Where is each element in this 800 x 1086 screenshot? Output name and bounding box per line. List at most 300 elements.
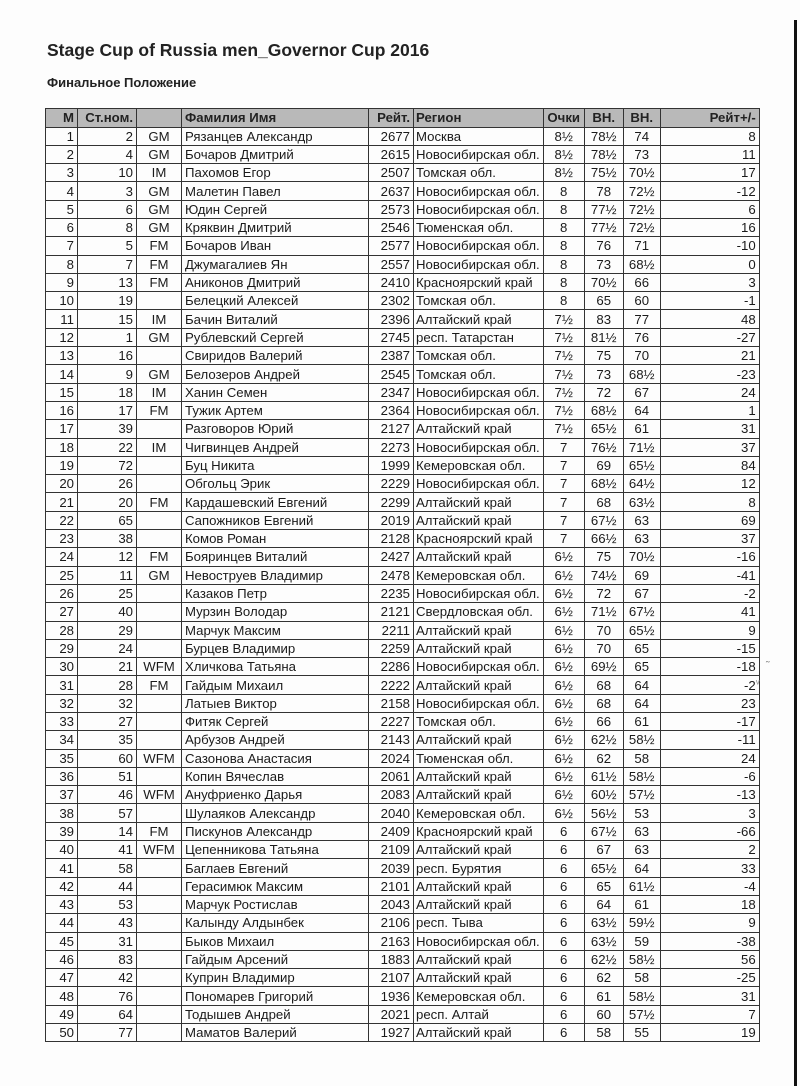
- cell-place: 22: [46, 511, 78, 529]
- cell-bh2: 58: [623, 749, 660, 767]
- cell-rating: 1999: [369, 456, 414, 474]
- cell-name: Цепенникова Татьяна: [182, 841, 369, 859]
- cell-region: Алтайский край: [414, 877, 544, 895]
- cell-start-no: 41: [78, 841, 137, 859]
- cell-points: 6½: [543, 713, 584, 731]
- cell-bh1: 60: [584, 1005, 623, 1023]
- cell-rating: 1936: [369, 987, 414, 1005]
- cell-place: 20: [46, 475, 78, 493]
- header-region: Регион: [414, 109, 544, 128]
- cell-region: Новосибирская обл.: [414, 438, 544, 456]
- cell-title: [137, 475, 182, 493]
- cell-region: Алтайский край: [414, 731, 544, 749]
- cell-bh2: 70: [623, 347, 660, 365]
- cell-start-no: 65: [78, 511, 137, 529]
- cell-bh1: 58: [584, 1024, 623, 1042]
- cell-bh2: 66: [623, 273, 660, 291]
- cell-bh1: 70½: [584, 273, 623, 291]
- table-row: [46, 713, 760, 731]
- cell-region: Алтайский край: [414, 786, 544, 804]
- table-row: [46, 1024, 760, 1042]
- cell-name: Ануфриенко Дарья: [182, 786, 369, 804]
- cell-place: 3: [46, 164, 78, 182]
- cell-start-no: 3: [78, 182, 137, 200]
- cell-rating-change: 37: [660, 438, 759, 456]
- cell-place: 12: [46, 328, 78, 346]
- cell-bh2: 58½: [623, 987, 660, 1005]
- cell-rating: 1927: [369, 1024, 414, 1042]
- cell-points: 7½: [543, 310, 584, 328]
- cell-name: Рязанцев Александр: [182, 127, 369, 145]
- cell-start-no: 83: [78, 950, 137, 968]
- cell-name: Разговоров Юрий: [182, 420, 369, 438]
- table-row: [46, 182, 760, 200]
- cell-place: 49: [46, 1005, 78, 1023]
- cell-region: Тюменская обл.: [414, 749, 544, 767]
- cell-place: 13: [46, 347, 78, 365]
- table-row: [46, 237, 760, 255]
- cell-name: Быков Михаил: [182, 932, 369, 950]
- cell-bh2: 77: [623, 310, 660, 328]
- cell-rating-change: 31: [660, 420, 759, 438]
- table-row: [46, 658, 760, 676]
- cell-region: Новосибирская обл.: [414, 255, 544, 273]
- cell-title: GM: [137, 145, 182, 163]
- cell-place: 10: [46, 292, 78, 310]
- table-row: [46, 292, 760, 310]
- cell-points: 6: [543, 859, 584, 877]
- cell-title: FM: [137, 401, 182, 419]
- cell-points: 7: [543, 530, 584, 548]
- cell-start-no: 18: [78, 383, 137, 401]
- cell-bh2: 57½: [623, 786, 660, 804]
- cell-bh2: 64: [623, 859, 660, 877]
- cell-bh2: 68½: [623, 255, 660, 273]
- cell-name: Мурзин Володар: [182, 603, 369, 621]
- cell-rating-change: -10: [660, 237, 759, 255]
- cell-points: 7½: [543, 420, 584, 438]
- cell-region: респ. Татарстан: [414, 328, 544, 346]
- cell-start-no: 7: [78, 255, 137, 273]
- cell-rating-change: 48: [660, 310, 759, 328]
- cell-start-no: 4: [78, 145, 137, 163]
- cell-place: 8: [46, 255, 78, 273]
- header-start-no: Ст.ном.: [78, 109, 137, 128]
- cell-title: [137, 859, 182, 877]
- cell-region: Новосибирская обл.: [414, 237, 544, 255]
- cell-bh2: 67: [623, 383, 660, 401]
- cell-region: Тюменская обл.: [414, 218, 544, 236]
- cell-bh2: 53: [623, 804, 660, 822]
- scan-mark: ᵛ: [756, 678, 760, 690]
- cell-title: [137, 767, 182, 785]
- cell-bh1: 67½: [584, 511, 623, 529]
- cell-place: 24: [46, 548, 78, 566]
- cell-name: Маматов Валерий: [182, 1024, 369, 1042]
- cell-rating: 2019: [369, 511, 414, 529]
- cell-place: 18: [46, 438, 78, 456]
- cell-place: 25: [46, 566, 78, 584]
- cell-points: 6½: [543, 566, 584, 584]
- cell-bh2: 61: [623, 713, 660, 731]
- cell-rating-change: -2: [660, 676, 759, 694]
- cell-start-no: 13: [78, 273, 137, 291]
- cell-bh2: 73: [623, 145, 660, 163]
- cell-points: 6: [543, 1024, 584, 1042]
- cell-points: 6: [543, 841, 584, 859]
- cell-start-no: 5: [78, 237, 137, 255]
- cell-points: 6: [543, 987, 584, 1005]
- cell-start-no: 24: [78, 639, 137, 657]
- cell-title: [137, 584, 182, 602]
- cell-rating-change: 16: [660, 218, 759, 236]
- cell-region: Красноярский край: [414, 273, 544, 291]
- cell-region: Новосибирская обл.: [414, 200, 544, 218]
- cell-rating-change: 18: [660, 895, 759, 913]
- cell-place: 37: [46, 786, 78, 804]
- cell-region: Кемеровская обл.: [414, 804, 544, 822]
- cell-rating: 2364: [369, 401, 414, 419]
- cell-title: [137, 621, 182, 639]
- cell-rating-change: 6: [660, 200, 759, 218]
- cell-name: Пахомов Егор: [182, 164, 369, 182]
- cell-region: Алтайский край: [414, 310, 544, 328]
- cell-start-no: 57: [78, 804, 137, 822]
- cell-bh2: 61½: [623, 877, 660, 895]
- cell-place: 2: [46, 145, 78, 163]
- cell-rating: 2163: [369, 932, 414, 950]
- cell-bh2: 57½: [623, 1005, 660, 1023]
- cell-bh2: 67½: [623, 603, 660, 621]
- table-row: [46, 438, 760, 456]
- cell-title: FM: [137, 548, 182, 566]
- cell-points: 6½: [543, 749, 584, 767]
- cell-place: 41: [46, 859, 78, 877]
- cell-points: 6: [543, 914, 584, 932]
- cell-title: [137, 987, 182, 1005]
- cell-title: [137, 292, 182, 310]
- cell-bh1: 65: [584, 292, 623, 310]
- cell-region: Алтайский край: [414, 493, 544, 511]
- cell-name: Белозеров Андрей: [182, 365, 369, 383]
- standings-table: [45, 108, 760, 1042]
- cell-name: Джумагалиев Ян: [182, 255, 369, 273]
- table-row: [46, 420, 760, 438]
- cell-bh1: 66: [584, 713, 623, 731]
- cell-place: 1: [46, 127, 78, 145]
- cell-start-no: 12: [78, 548, 137, 566]
- cell-title: [137, 694, 182, 712]
- cell-region: Алтайский край: [414, 420, 544, 438]
- cell-region: Томская обл.: [414, 292, 544, 310]
- cell-bh2: 65½: [623, 621, 660, 639]
- cell-bh1: 65½: [584, 859, 623, 877]
- table-row: [46, 786, 760, 804]
- cell-region: Кемеровская обл.: [414, 987, 544, 1005]
- cell-name: Буц Никита: [182, 456, 369, 474]
- cell-rating-change: 3: [660, 273, 759, 291]
- table-row: [46, 895, 760, 913]
- cell-rating-change: 11: [660, 145, 759, 163]
- cell-name: Пономарев Григорий: [182, 987, 369, 1005]
- cell-bh1: 72: [584, 383, 623, 401]
- table-row: [46, 127, 760, 145]
- cell-start-no: 43: [78, 914, 137, 932]
- cell-region: Новосибирская обл.: [414, 694, 544, 712]
- cell-title: [137, 1024, 182, 1042]
- cell-title: IM: [137, 310, 182, 328]
- cell-bh2: 72½: [623, 218, 660, 236]
- cell-region: респ. Бурятия: [414, 859, 544, 877]
- cell-title: [137, 603, 182, 621]
- cell-points: 6½: [543, 731, 584, 749]
- cell-start-no: 19: [78, 292, 137, 310]
- cell-start-no: 25: [78, 584, 137, 602]
- cell-name: Бочаров Иван: [182, 237, 369, 255]
- cell-place: 32: [46, 694, 78, 712]
- cell-place: 29: [46, 639, 78, 657]
- table-row: [46, 511, 760, 529]
- cell-name: Тужик Артем: [182, 401, 369, 419]
- cell-bh2: 65½: [623, 456, 660, 474]
- cell-name: Аниконов Дмитрий: [182, 273, 369, 291]
- cell-rating-change: 0: [660, 255, 759, 273]
- cell-rating-change: -17: [660, 713, 759, 731]
- scan-mark: ˜: [766, 660, 770, 672]
- cell-region: Алтайский край: [414, 676, 544, 694]
- cell-place: 21: [46, 493, 78, 511]
- cell-points: 8: [543, 255, 584, 273]
- cell-bh1: 60½: [584, 786, 623, 804]
- cell-points: 6: [543, 1005, 584, 1023]
- cell-bh2: 59: [623, 932, 660, 950]
- cell-rating-change: 84: [660, 456, 759, 474]
- table-row: [46, 621, 760, 639]
- cell-bh1: 78½: [584, 127, 623, 145]
- cell-rating-change: 24: [660, 749, 759, 767]
- cell-rating: 2677: [369, 127, 414, 145]
- cell-bh1: 68: [584, 694, 623, 712]
- cell-bh2: 74: [623, 127, 660, 145]
- cell-bh1: 75½: [584, 164, 623, 182]
- cell-place: 16: [46, 401, 78, 419]
- cell-name: Комов Роман: [182, 530, 369, 548]
- cell-start-no: 8: [78, 218, 137, 236]
- table-row: [46, 328, 760, 346]
- cell-points: 6½: [543, 786, 584, 804]
- cell-rating-change: 12: [660, 475, 759, 493]
- cell-title: GM: [137, 328, 182, 346]
- cell-rating: 2235: [369, 584, 414, 602]
- table-row: [46, 914, 760, 932]
- cell-place: 26: [46, 584, 78, 602]
- cell-name: Марчук Ростислав: [182, 895, 369, 913]
- cell-bh2: 63: [623, 841, 660, 859]
- header-rating: Рейт.: [369, 109, 414, 128]
- cell-points: 8: [543, 292, 584, 310]
- cell-region: Алтайский край: [414, 950, 544, 968]
- cell-region: Новосибирская обл.: [414, 658, 544, 676]
- cell-points: 7½: [543, 365, 584, 383]
- cell-rating: 2101: [369, 877, 414, 895]
- cell-start-no: 53: [78, 895, 137, 913]
- cell-bh1: 71½: [584, 603, 623, 621]
- cell-rating-change: -38: [660, 932, 759, 950]
- cell-place: 6: [46, 218, 78, 236]
- table-row: [46, 932, 760, 950]
- cell-bh1: 69: [584, 456, 623, 474]
- cell-points: 8½: [543, 127, 584, 145]
- cell-points: 6½: [543, 548, 584, 566]
- cell-region: Москва: [414, 127, 544, 145]
- cell-bh1: 63½: [584, 914, 623, 932]
- cell-name: Сазонова Анастасия: [182, 749, 369, 767]
- cell-points: 6½: [543, 767, 584, 785]
- cell-region: Новосибирская обл.: [414, 182, 544, 200]
- cell-rating-change: 24: [660, 383, 759, 401]
- cell-start-no: 9: [78, 365, 137, 383]
- cell-region: Алтайский край: [414, 767, 544, 785]
- cell-place: 33: [46, 713, 78, 731]
- cell-rating-change: 19: [660, 1024, 759, 1042]
- cell-bh2: 65: [623, 639, 660, 657]
- cell-place: 35: [46, 749, 78, 767]
- cell-bh1: 75: [584, 347, 623, 365]
- table-row: [46, 365, 760, 383]
- table-row: [46, 767, 760, 785]
- cell-place: 38: [46, 804, 78, 822]
- cell-bh1: 68½: [584, 475, 623, 493]
- cell-place: 14: [46, 365, 78, 383]
- cell-start-no: 28: [78, 676, 137, 694]
- cell-points: 8: [543, 237, 584, 255]
- cell-region: респ. Тыва: [414, 914, 544, 932]
- cell-start-no: 6: [78, 200, 137, 218]
- cell-region: Алтайский край: [414, 621, 544, 639]
- cell-name: Марчук Максим: [182, 621, 369, 639]
- cell-bh2: 63: [623, 822, 660, 840]
- cell-start-no: 76: [78, 987, 137, 1005]
- cell-place: 42: [46, 877, 78, 895]
- cell-title: [137, 950, 182, 968]
- cell-bh1: 56½: [584, 804, 623, 822]
- cell-name: Куприн Владимир: [182, 969, 369, 987]
- header-place: М: [46, 109, 78, 128]
- cell-title: IM: [137, 438, 182, 456]
- cell-name: Герасимюк Максим: [182, 877, 369, 895]
- cell-rating-change: -11: [660, 731, 759, 749]
- cell-rating: 1883: [369, 950, 414, 968]
- cell-name: Баглаев Евгений: [182, 859, 369, 877]
- cell-bh2: 70½: [623, 548, 660, 566]
- cell-start-no: 31: [78, 932, 137, 950]
- cell-points: 6: [543, 950, 584, 968]
- cell-title: [137, 969, 182, 987]
- cell-title: IM: [137, 383, 182, 401]
- cell-rating: 2040: [369, 804, 414, 822]
- cell-rating: 2043: [369, 895, 414, 913]
- cell-bh1: 78½: [584, 145, 623, 163]
- cell-points: 7: [543, 511, 584, 529]
- cell-place: 48: [46, 987, 78, 1005]
- table-row: [46, 584, 760, 602]
- cell-points: 8½: [543, 164, 584, 182]
- cell-bh1: 73: [584, 365, 623, 383]
- cell-rating: 2577: [369, 237, 414, 255]
- cell-rating-change: 3: [660, 804, 759, 822]
- cell-start-no: 11: [78, 566, 137, 584]
- scan-edge-line: [794, 20, 797, 1086]
- cell-start-no: 29: [78, 621, 137, 639]
- cell-region: Кемеровская обл.: [414, 566, 544, 584]
- cell-region: Алтайский край: [414, 969, 544, 987]
- cell-bh1: 62: [584, 969, 623, 987]
- cell-title: GM: [137, 182, 182, 200]
- cell-points: 6: [543, 932, 584, 950]
- cell-start-no: 22: [78, 438, 137, 456]
- cell-rating-change: 41: [660, 603, 759, 621]
- cell-bh1: 62½: [584, 950, 623, 968]
- cell-title: [137, 804, 182, 822]
- cell-bh2: 72½: [623, 182, 660, 200]
- cell-rating: 2347: [369, 383, 414, 401]
- cell-bh1: 66½: [584, 530, 623, 548]
- cell-bh2: 64: [623, 694, 660, 712]
- cell-name: Казаков Петр: [182, 584, 369, 602]
- cell-rating: 2273: [369, 438, 414, 456]
- cell-region: Красноярский край: [414, 530, 544, 548]
- table-row: [46, 530, 760, 548]
- cell-title: FM: [137, 676, 182, 694]
- cell-rating: 2745: [369, 328, 414, 346]
- cell-start-no: 27: [78, 713, 137, 731]
- document-subtitle: Финальное Положение: [47, 75, 197, 90]
- cell-bh1: 67½: [584, 822, 623, 840]
- cell-name: Сапожников Евгений: [182, 511, 369, 529]
- table-row: [46, 456, 760, 474]
- cell-bh2: 63: [623, 530, 660, 548]
- cell-title: IM: [137, 164, 182, 182]
- cell-rating: 2021: [369, 1005, 414, 1023]
- cell-title: [137, 895, 182, 913]
- cell-rating: 2557: [369, 255, 414, 273]
- cell-points: 6½: [543, 584, 584, 602]
- cell-place: 15: [46, 383, 78, 401]
- cell-place: 28: [46, 621, 78, 639]
- table-row: [46, 987, 760, 1005]
- cell-region: Алтайский край: [414, 511, 544, 529]
- header-points: Очки: [543, 109, 584, 128]
- cell-rating-change: 8: [660, 127, 759, 145]
- cell-place: 5: [46, 200, 78, 218]
- cell-rating: 2229: [369, 475, 414, 493]
- cell-points: 6½: [543, 603, 584, 621]
- cell-region: Алтайский край: [414, 548, 544, 566]
- cell-rating-change: 17: [660, 164, 759, 182]
- table-row: [46, 164, 760, 182]
- cell-rating: 2302: [369, 292, 414, 310]
- cell-place: 30: [46, 658, 78, 676]
- cell-rating: 2128: [369, 530, 414, 548]
- cell-start-no: 14: [78, 822, 137, 840]
- cell-bh2: 65: [623, 658, 660, 676]
- cell-bh2: 67: [623, 584, 660, 602]
- table-row: [46, 950, 760, 968]
- cell-start-no: 21: [78, 658, 137, 676]
- cell-title: [137, 877, 182, 895]
- cell-region: Красноярский край: [414, 822, 544, 840]
- cell-points: 6½: [543, 658, 584, 676]
